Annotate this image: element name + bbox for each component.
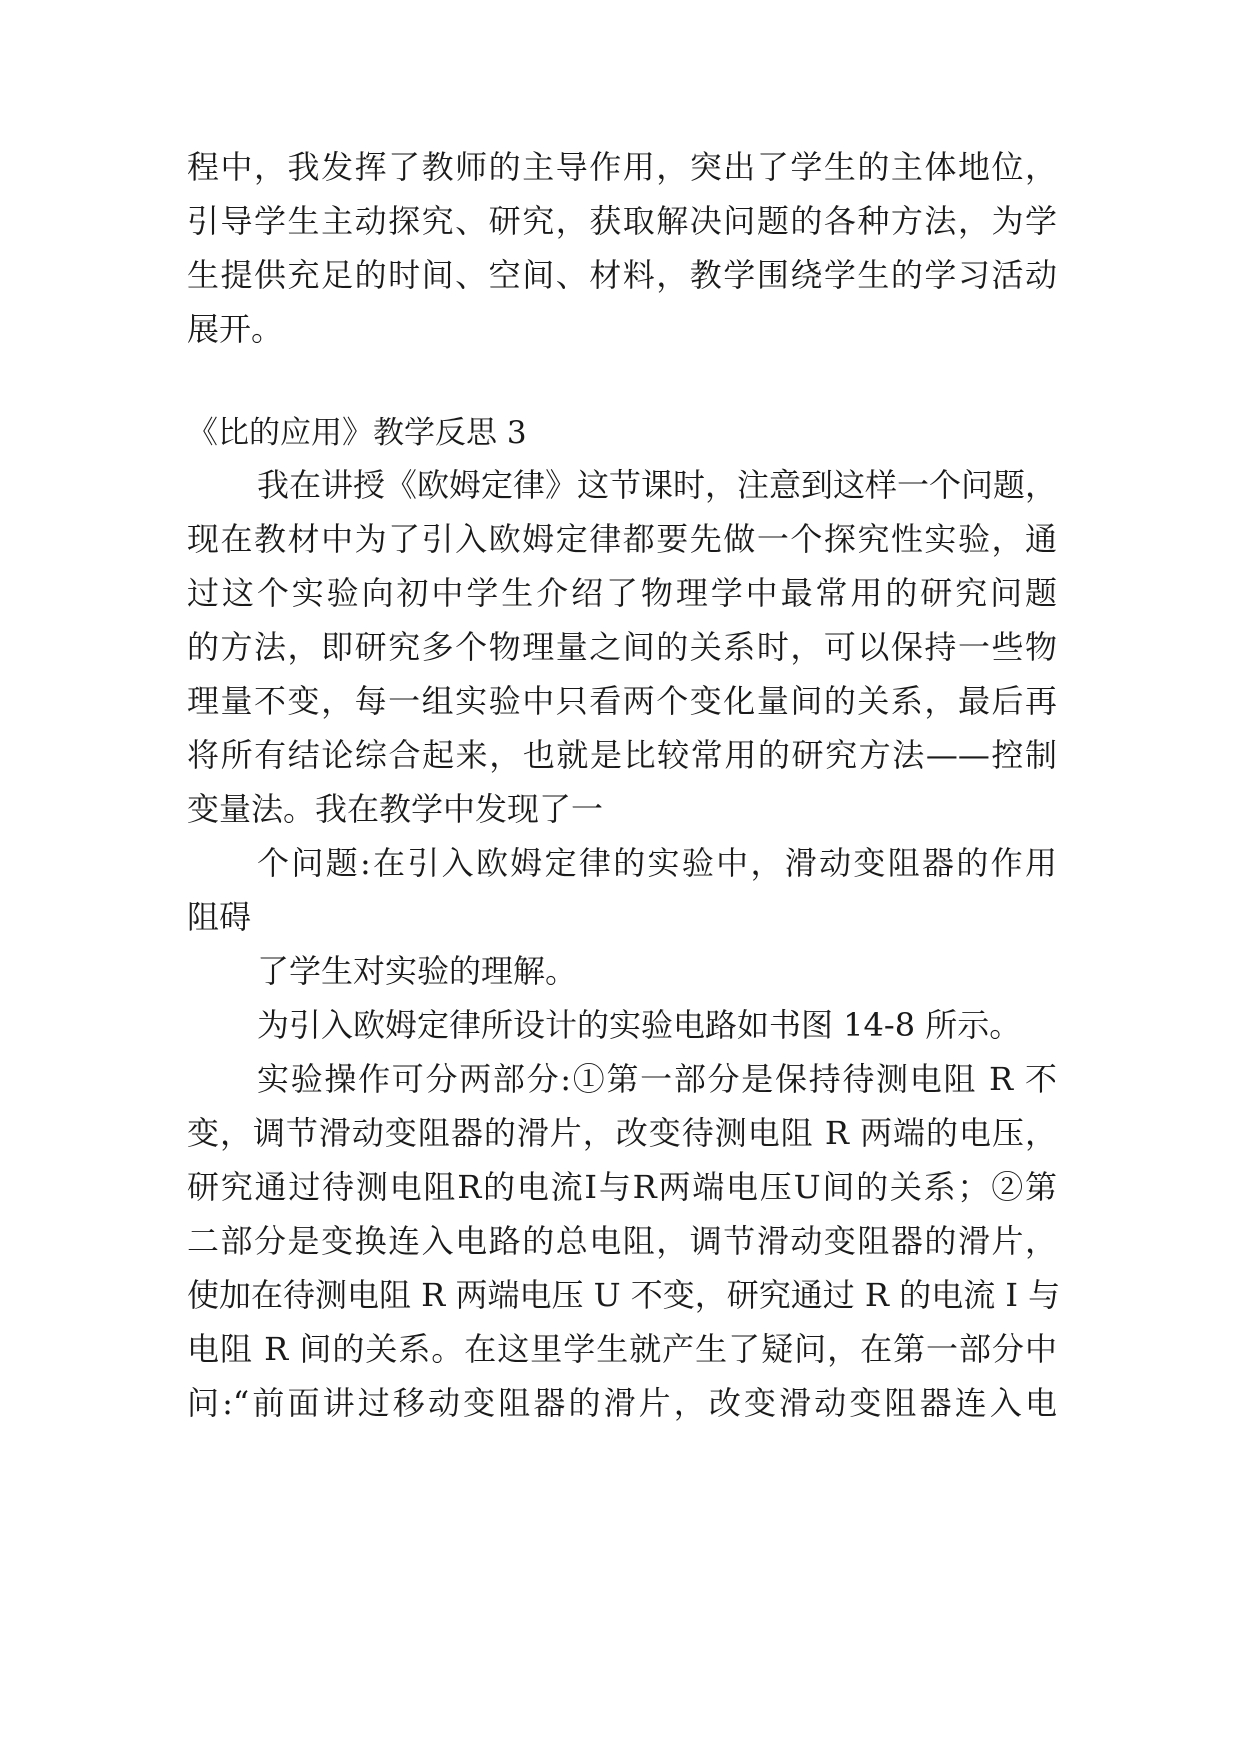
text-line: 变量法。我在教学中发现了一 xyxy=(187,790,604,828)
text-line: 将所有结论综合起来，也就是比较常用的研究方法——控制 xyxy=(187,736,1057,774)
text-line: 了学生对实验的理解。 xyxy=(257,952,578,990)
text-line: 展开。 xyxy=(187,310,284,348)
section-title: 《比的应用》教学反思 3 xyxy=(187,415,527,451)
text-line: 问:“前面讲过移动变阻器的滑片，改变滑动变阻器连入电 xyxy=(187,1384,1057,1422)
text-line: 研究通过待测电阻R的电流I与R两端电压U间的关系；②第 xyxy=(187,1168,1057,1206)
text-line: 二部分是变换连入电路的总电阻，调节滑动变阻器的滑片， xyxy=(187,1222,1057,1260)
text-line: 为引入欧姆定律所设计的实验电路如书图 14-8 所示。 xyxy=(257,1006,1022,1044)
text-line: 个问题:在引入欧姆定律的实验中，滑动变阻器的作用 xyxy=(257,844,1057,882)
text-line: 变，调节滑动变阻器的滑片，改变待测电阻 R 两端的电压， xyxy=(187,1114,1057,1152)
text-line: 电阻 R 间的关系。在这里学生就产生了疑问，在第一部分中 xyxy=(187,1330,1057,1368)
text-line: 实验操作可分两部分:①第一部分是保持待测电阻 R 不 xyxy=(257,1060,1057,1098)
text-line: 理量不变，每一组实验中只看两个变化量间的关系，最后再 xyxy=(187,682,1057,720)
text-line: 引导学生主动探究、研究，获取解决问题的各种方法，为学 xyxy=(187,202,1057,240)
text-line: 的方法，即研究多个物理量之间的关系时，可以保持一些物 xyxy=(187,628,1057,666)
text-line: 使加在待测电阻 R 两端电压 U 不变，研究通过 R 的电流 I 与 xyxy=(187,1276,1061,1314)
text-line: 程中，我发挥了教师的主导作用，突出了学生的主体地位， xyxy=(187,148,1057,186)
text-line: 生提供充足的时间、空间、材料，教学围绕学生的学习活动 xyxy=(187,256,1057,294)
text-line: 现在教材中为了引入欧姆定律都要先做一个探究性实验，通 xyxy=(187,520,1057,558)
text-line: 我在讲授《欧姆定律》这节课时，注意到这样一个问题， xyxy=(257,466,1058,504)
text-line: 过这个实验向初中学生介绍了物理学中最常用的研究问题 xyxy=(187,574,1057,612)
text-line: 阻碍 xyxy=(187,898,252,936)
